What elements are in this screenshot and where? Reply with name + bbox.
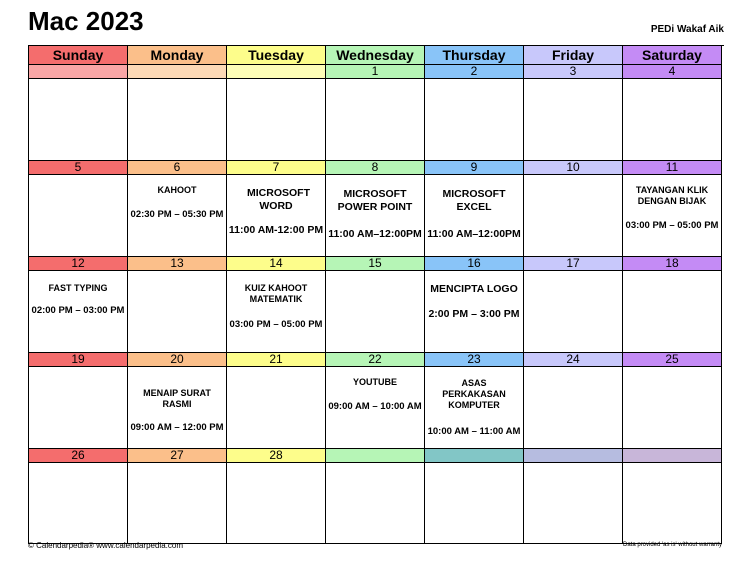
day-header-wednesday: Wednesday bbox=[326, 46, 425, 65]
date-number: 5 bbox=[29, 161, 128, 175]
date-number: 7 bbox=[227, 161, 326, 175]
page-title: Mac 2023 bbox=[28, 6, 144, 36]
date-number bbox=[29, 65, 128, 79]
date-number: 27 bbox=[128, 449, 227, 463]
event-time: 09:00 AM – 12:00 PM bbox=[130, 422, 224, 433]
day-cell[interactable] bbox=[29, 463, 128, 544]
event-name: MICROSOFT POWER POINT bbox=[337, 188, 413, 213]
event-name: FAST TYPING bbox=[48, 283, 108, 293]
date-number: 16 bbox=[425, 257, 524, 271]
day-cell[interactable] bbox=[29, 271, 128, 353]
date-number: 22 bbox=[326, 353, 425, 367]
week-5-cells bbox=[29, 463, 724, 544]
event-time: 2:00 PM – 3:00 PM bbox=[428, 308, 520, 320]
day-cell[interactable] bbox=[425, 463, 524, 544]
event-name: YOUTUBE bbox=[352, 377, 397, 387]
date-number: 26 bbox=[29, 449, 128, 463]
week-4-cells bbox=[29, 367, 724, 449]
event-time: 10:00 AM – 11:00 AM bbox=[427, 426, 521, 437]
date-number bbox=[623, 449, 722, 463]
event-time: 02:30 PM – 05:30 PM bbox=[130, 209, 224, 220]
date-number: 1 bbox=[326, 65, 425, 79]
day-cell[interactable] bbox=[227, 175, 326, 257]
event-name: TAYANGAN KLIK DENGAN BIJAK bbox=[635, 185, 709, 206]
organization-label: PEDi Wakaf Aik bbox=[650, 24, 724, 35]
calendar-grid bbox=[28, 45, 724, 544]
date-number: 15 bbox=[326, 257, 425, 271]
day-header-sunday: Sunday bbox=[29, 46, 128, 65]
week-1-dates bbox=[29, 65, 724, 79]
day-cell[interactable] bbox=[29, 175, 128, 257]
day-cell[interactable] bbox=[326, 175, 425, 257]
date-number: 11 bbox=[623, 161, 722, 175]
day-cell[interactable] bbox=[623, 463, 722, 544]
day-cell[interactable] bbox=[227, 271, 326, 353]
day-cell[interactable] bbox=[425, 175, 524, 257]
day-cell[interactable] bbox=[326, 367, 425, 449]
day-header-saturday: Saturday bbox=[623, 46, 722, 65]
date-number: 17 bbox=[524, 257, 623, 271]
day-cell[interactable] bbox=[524, 367, 623, 449]
event-time: 02:00 PM – 03:00 PM bbox=[31, 305, 125, 316]
event-name: KAHOOT bbox=[157, 185, 197, 195]
day-cell[interactable] bbox=[425, 271, 524, 353]
day-cell[interactable] bbox=[227, 367, 326, 449]
day-cell[interactable] bbox=[128, 175, 227, 257]
day-cell[interactable] bbox=[524, 175, 623, 257]
event-name: MENAIP SURAT RASMI bbox=[143, 388, 211, 409]
day-cell[interactable] bbox=[425, 367, 524, 449]
week-5-dates bbox=[29, 449, 724, 463]
date-number: 3 bbox=[524, 65, 623, 79]
date-number: 24 bbox=[524, 353, 623, 367]
date-number: 2 bbox=[425, 65, 524, 79]
day-cell[interactable] bbox=[128, 271, 227, 353]
day-cell[interactable] bbox=[524, 271, 623, 353]
date-number bbox=[227, 65, 326, 79]
day-header-thursday: Thursday bbox=[425, 46, 524, 65]
date-number: 19 bbox=[29, 353, 128, 367]
date-number: 13 bbox=[128, 257, 227, 271]
week-2-cells bbox=[29, 175, 724, 257]
day-header-friday: Friday bbox=[524, 46, 623, 65]
day-cell[interactable] bbox=[623, 271, 722, 353]
date-number: 14 bbox=[227, 257, 326, 271]
day-cell[interactable] bbox=[29, 79, 128, 161]
day-cell[interactable] bbox=[326, 79, 425, 161]
date-number: 8 bbox=[326, 161, 425, 175]
event-time: 11:00 AM-12:00 PM bbox=[228, 224, 324, 236]
event-name: MICROSOFT EXCEL bbox=[442, 188, 506, 213]
date-number bbox=[524, 449, 623, 463]
day-cell[interactable] bbox=[524, 463, 623, 544]
day-cell[interactable] bbox=[128, 463, 227, 544]
event-name: MICROSOFT WORD bbox=[247, 187, 310, 212]
day-cell[interactable] bbox=[227, 463, 326, 544]
day-cell[interactable] bbox=[128, 367, 227, 449]
event-time: 11:00 AM–12:00PM bbox=[328, 228, 422, 240]
footer-credit: © Calendarpedia® www.calendarpedia.com bbox=[28, 541, 183, 550]
week-3-dates bbox=[29, 257, 724, 271]
date-number bbox=[128, 65, 227, 79]
event-name: MENCIPTA LOGO bbox=[430, 283, 518, 295]
date-number: 9 bbox=[425, 161, 524, 175]
day-cell[interactable] bbox=[623, 175, 722, 257]
date-number: 12 bbox=[29, 257, 128, 271]
date-number: 20 bbox=[128, 353, 227, 367]
day-cell[interactable] bbox=[326, 271, 425, 353]
day-cell[interactable] bbox=[623, 79, 722, 161]
date-number: 25 bbox=[623, 353, 722, 367]
day-header-monday: Monday bbox=[128, 46, 227, 65]
day-cell[interactable] bbox=[326, 463, 425, 544]
date-number: 28 bbox=[227, 449, 326, 463]
date-number: 10 bbox=[524, 161, 623, 175]
weekday-header bbox=[29, 46, 724, 65]
week-4-dates bbox=[29, 353, 724, 367]
day-cell[interactable] bbox=[29, 367, 128, 449]
day-cell[interactable] bbox=[128, 79, 227, 161]
date-number: 4 bbox=[623, 65, 722, 79]
event-time: 09:00 AM – 10:00 AM bbox=[328, 401, 422, 412]
date-number bbox=[326, 449, 425, 463]
day-cell[interactable] bbox=[524, 79, 623, 161]
event-name: ASAS PERKAKASAN KOMPUTER bbox=[442, 378, 506, 410]
event-time: 11:00 AM–12:00PM bbox=[427, 228, 521, 240]
day-cell[interactable] bbox=[227, 79, 326, 161]
day-cell[interactable] bbox=[623, 367, 722, 449]
week-3-cells bbox=[29, 271, 724, 353]
date-number: 6 bbox=[128, 161, 227, 175]
week-2-dates bbox=[29, 161, 724, 175]
date-number: 23 bbox=[425, 353, 524, 367]
event-time: 03:00 PM – 05:00 PM bbox=[229, 319, 323, 330]
day-cell[interactable] bbox=[425, 79, 524, 161]
date-number bbox=[425, 449, 524, 463]
event-time: 03:00 PM – 05:00 PM bbox=[625, 220, 719, 231]
date-number: 21 bbox=[227, 353, 326, 367]
date-number: 18 bbox=[623, 257, 722, 271]
day-header-tuesday: Tuesday bbox=[227, 46, 326, 65]
event-name: KUIZ KAHOOT MATEMATIK bbox=[244, 283, 308, 304]
footer-disclaimer: Data provided 'as is' without warranty bbox=[622, 542, 722, 548]
week-1-cells bbox=[29, 79, 724, 161]
